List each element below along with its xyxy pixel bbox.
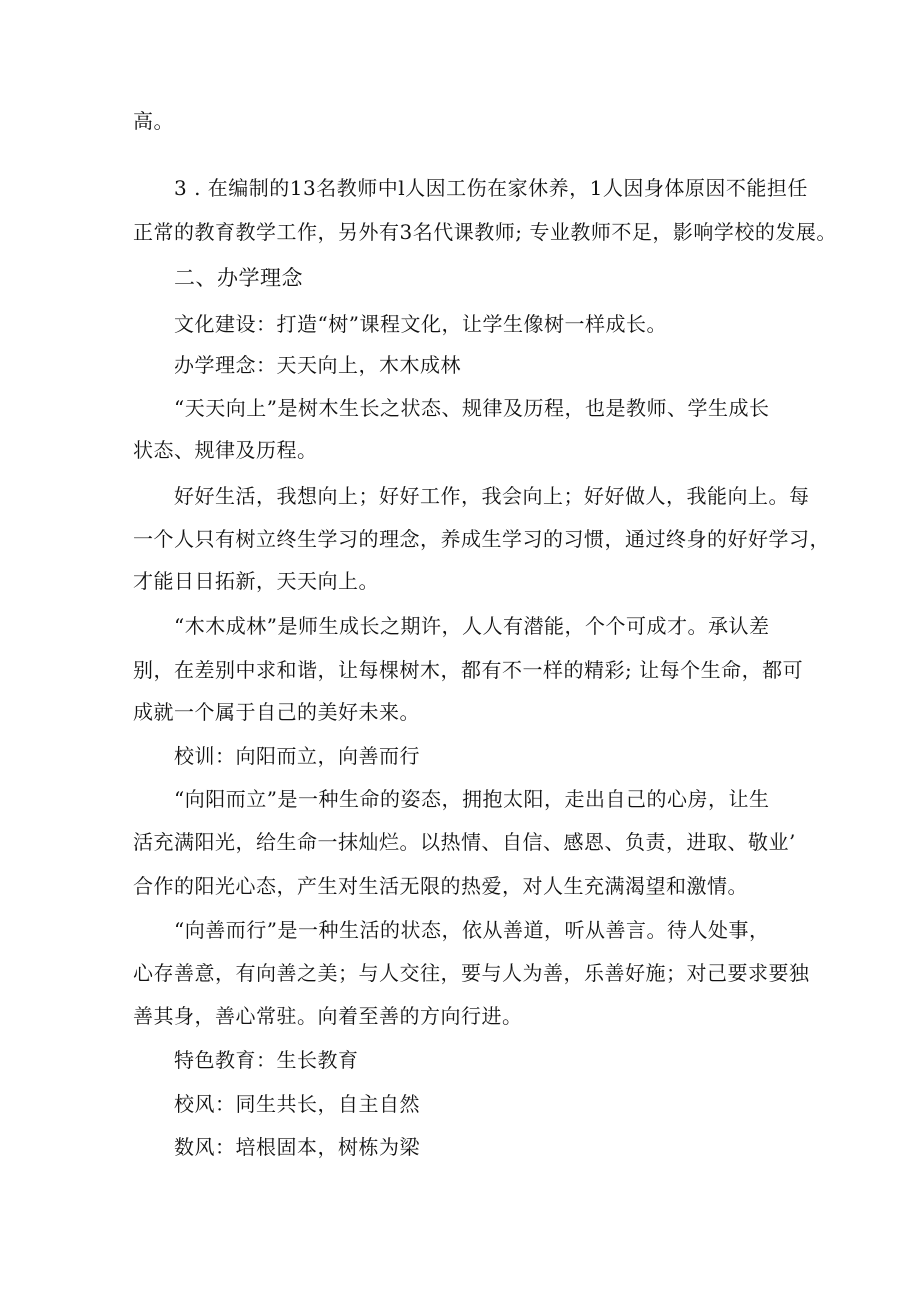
text-line: 3 . 在编制的13名教师中l人因工伤在家休养，1人因身体原因不能担任 — [174, 176, 808, 200]
text-line: 文化建设：打造“树”课程文化，让学生像树一样成长。 — [174, 312, 667, 336]
text-line: 心存善意，有向善之美；与人交往，要与人为善，乐善好施；对己要求要独 — [133, 961, 810, 985]
section-heading: 二、办学理念 — [174, 266, 303, 290]
text-line: 别，在差别中求和谐，让每棵树木，都有不一样的精彩; 让每个生命，都可 — [133, 658, 804, 682]
text-line: “木木成林”是师生成长之期许，人人有潜能，个个可成才。承认差 — [174, 614, 770, 638]
text-line: 状态、规律及历程。 — [133, 438, 318, 462]
text-line: 成就一个属于自己的美好未来。 — [133, 700, 420, 724]
text-line: 才能日日拓新，天天向上。 — [133, 569, 379, 593]
text-line: 合作的阳光心态，产生对生活无限的热爱，对人生充满渴望和激情。 — [133, 874, 748, 898]
text-line: 校训：向阳而立，向善而行 — [174, 744, 420, 768]
text-line: 活充满阳光，给生命一抹灿烂。以热情、自信、感恩、负责，进取、敬业’ — [133, 830, 796, 854]
text-line: 一个人只有树立终生学习的理念，养成生学习的习惯，通过终身的好好学习， — [133, 527, 830, 551]
text-line: 数风：培根固本，树栋为梁 — [174, 1135, 420, 1159]
text-line: 高。 — [133, 109, 174, 133]
text-line: 善其身，善心常驻。向着至善的方向行进。 — [133, 1004, 523, 1028]
text-line: “向阳而立”是一种生命的姿态，拥抱太阳，走出自己的心房，让生 — [174, 787, 770, 811]
text-line: 办学理念：天天向上，木木成林 — [174, 353, 461, 377]
text-line: 好好生活，我想向上；好好工作，我会向上；好好做人，我能向上。每 — [174, 484, 810, 508]
text-line: “天天向上”是树木生长之状态、规律及历程，也是教师、学生成长 — [174, 396, 770, 420]
text-line: “向善而行”是一种生活的状态，依从善道，听从善言。待人处事， — [174, 918, 770, 942]
text-line: 校风：同生共长，自主自然 — [174, 1092, 420, 1116]
text-line: 特色教育：生长教育 — [174, 1048, 359, 1072]
text-line: 正常的教育教学工作，另外有3名代课教师; 专业教师不足，影响学校的发展。 — [133, 220, 837, 244]
